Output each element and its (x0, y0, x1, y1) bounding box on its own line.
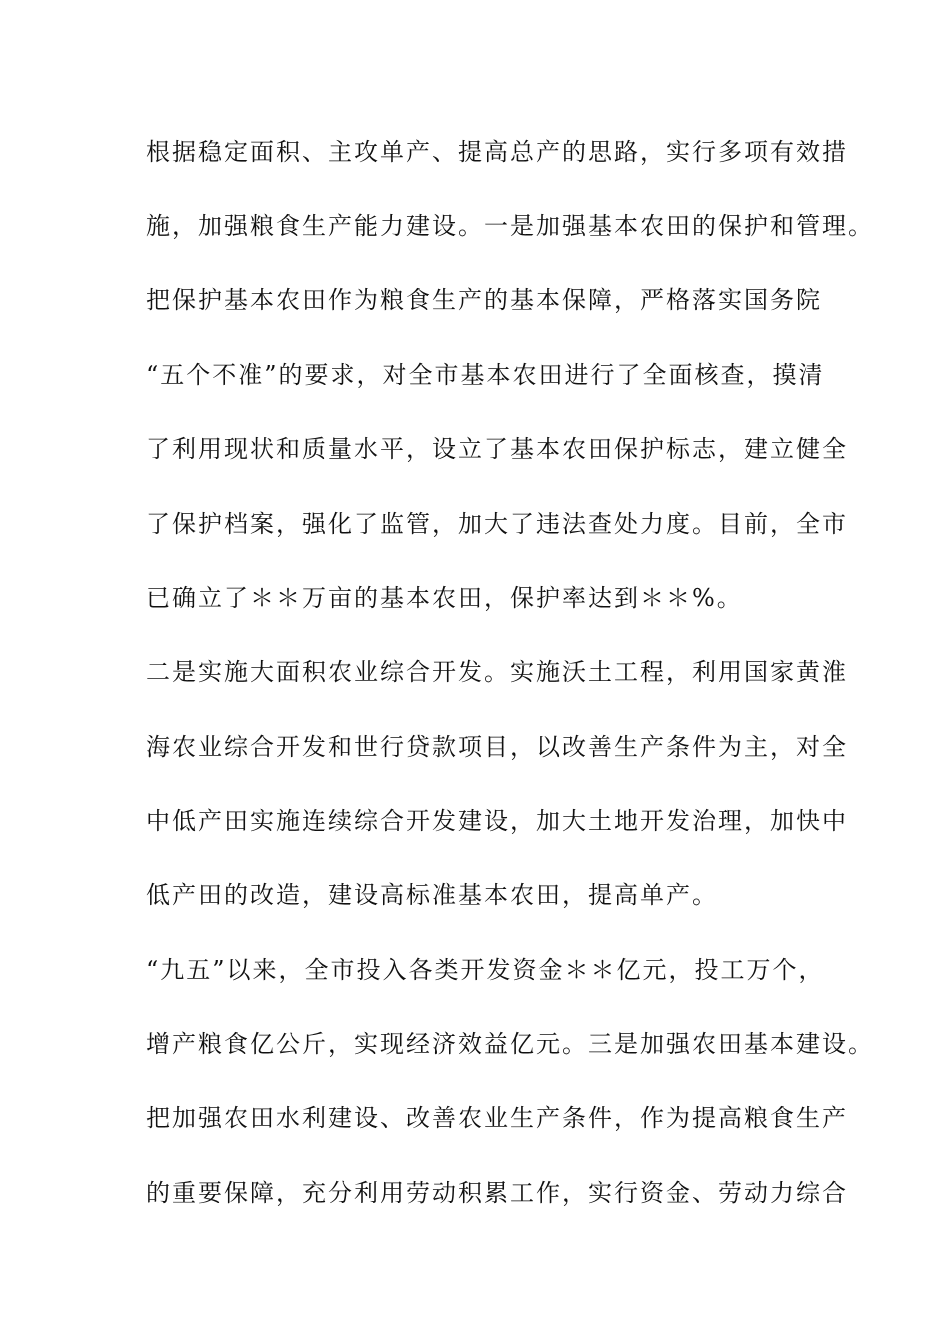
body-text-line: 把保护基本农田作为粮食生产的基本保障，严格落实国务院 (146, 286, 822, 314)
body-text-line: 海农业综合开发和世行贷款项目，以改善生产条件为主，对全 (146, 733, 848, 761)
body-text-line: 低产田的改造，建设高标准基本农田，提高单产。 (146, 881, 718, 909)
body-text-line: 施，加强粮食生产能力建设。一是加强基本农田的保护和管理。 (146, 212, 874, 240)
body-text-line: 了利用现状和质量水平，设立了基本农田保护标志，建立健全 (146, 435, 848, 463)
body-text-line: 二是实施大面积农业综合开发。实施沃土工程，利用国家黄淮 (146, 658, 848, 686)
body-text-line: 增产粮食亿公斤，实现经济效益亿元。三是加强农田基本建设。 (146, 1030, 874, 1058)
body-text-line: “五个不准”的要求，对全市基本农田进行了全面核查，摸清 (146, 361, 825, 389)
body-text-line: “九五”以来，全市投入各类开发资金＊＊亿元，投工万个， (146, 956, 825, 984)
body-text-line: 的重要保障，充分利用劳动积累工作，实行资金、劳动力综合 (146, 1179, 848, 1207)
body-text-line: 已确立了＊＊万亩的基本农田，保护率达到＊＊%。 (146, 584, 743, 612)
body-text-line: 把加强农田水利建设、改善农业生产条件，作为提高粮食生产 (146, 1104, 848, 1132)
body-text-line: 了保护档案，强化了监管，加大了违法查处力度。目前，全市 (146, 510, 848, 538)
body-text-line: 根据稳定面积、主攻单产、提高总产的思路，实行多项有效措 (146, 138, 848, 166)
body-text-line: 中低产田实施连续综合开发建设，加大土地开发治理，加快中 (146, 807, 848, 835)
